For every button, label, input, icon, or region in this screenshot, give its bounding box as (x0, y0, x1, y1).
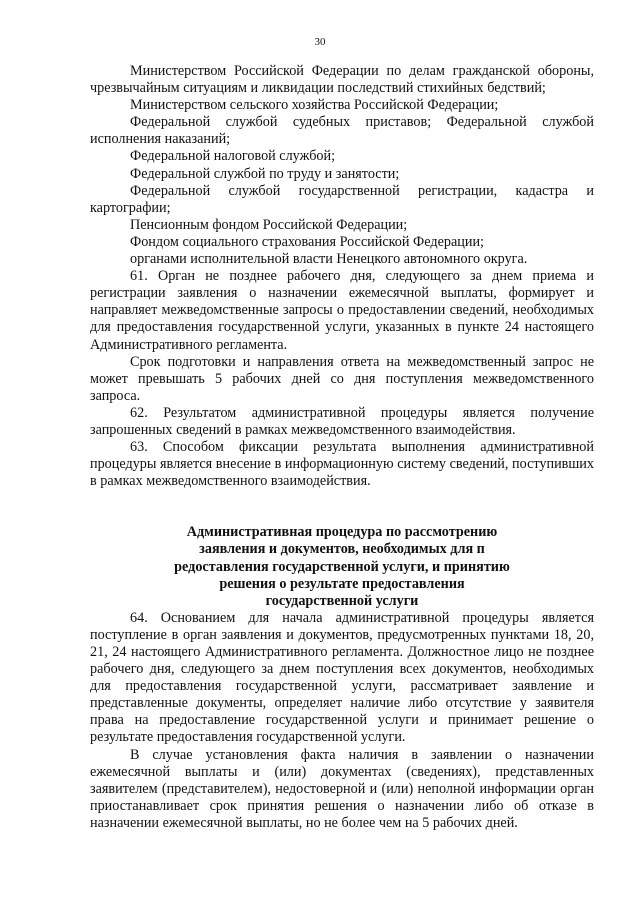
paragraph: органами исполнительной власти Ненецкого автономного округа. (130, 251, 528, 268)
heading-line: Административная процедура по рассмотрению (186, 524, 498, 541)
paragraph-61: 61. Орган не позднее рабочего дня, следующего за днем приема и регистрации заявления о назначении ежемесячной выплаты, формирует и направляет межведомственные запросы о предоставлении сведений, необходимых для предоставления государственной услуги, указанных в пункте 24 настоящего Административного регламента. (90, 268, 594, 353)
paragraph-62: 62. Результатом административной процедуры является получение запрошенных сведений в рамках межведомственного взаимодействия. (90, 404, 594, 438)
heading-line: государственной услуги (265, 592, 419, 609)
paragraph-64: 64. Основанием для начала административной процедуры является поступление в орган заявления и документов, предусмотренных пунктами 18, 20, 21, 24 настоящего Административного регламента. Должностное лицо не позднее рабочего дня, следующего за днем поступления всех документов, необходимых для предоставления государственной услуги, рассматривает заявление и представленные документы, определяет наличие либо отсутствие у заявителя права на предоставление государственной услуги и принимает решение о результате предоставления государственной услуги. (90, 609, 594, 746)
paragraph: Министерством Российской Федерации по делам гражданской обороны, чрезвычайным ситуациям и ликвидации последствий стихийных бедствий; (90, 63, 594, 97)
paragraph: Министерством сельского хозяйства Российской Федерации; (130, 97, 499, 114)
paragraph-63: 63. Способом фиксации результата выполнения административной процедуры является внесение в информационную систему сведений, поступивших в рамках межведомственного взаимодействия. (90, 439, 594, 490)
heading-line: редоставления государственной услуги, и принятию (174, 558, 510, 575)
paragraph: Федеральной налоговой службой; (130, 148, 336, 165)
paragraph: Федеральной службой государственной регистрации, кадастра и картографии; (90, 182, 594, 216)
heading-line: заявления и документов, необходимых для п (199, 541, 485, 558)
paragraph: Пенсионным фондом Российской Федерации; (130, 216, 408, 233)
page-number: 30 (314, 36, 326, 48)
document-body (90, 63, 594, 832)
heading-line: решения о результате предоставления (219, 575, 465, 592)
paragraph: Федеральной службой судебных приставов; Федеральной службой исполнения наказаний; (90, 114, 594, 148)
paragraph: В случае установления факта наличия в заявлении о назначении ежемесячной выплаты и (или) документах (сведениях), представленных заявителем (представителем), недостоверной и (или) неполной информации орган приостанавливает срок принятия решения о назначении либо об отказе в назначении ежемесячной выплаты, но не более чем на 5 рабочих дней. (90, 746, 594, 831)
paragraph: Фондом социального страхования Российской Федерации; (130, 233, 484, 250)
section-heading (90, 524, 594, 609)
paragraph: Срок подготовки и направления ответа на межведомственный запрос не может превышать 5 рабочих дней со дня поступления межведомственного запроса. (90, 353, 594, 404)
paragraph: Федеральной службой по труду и занятости; (130, 165, 400, 182)
